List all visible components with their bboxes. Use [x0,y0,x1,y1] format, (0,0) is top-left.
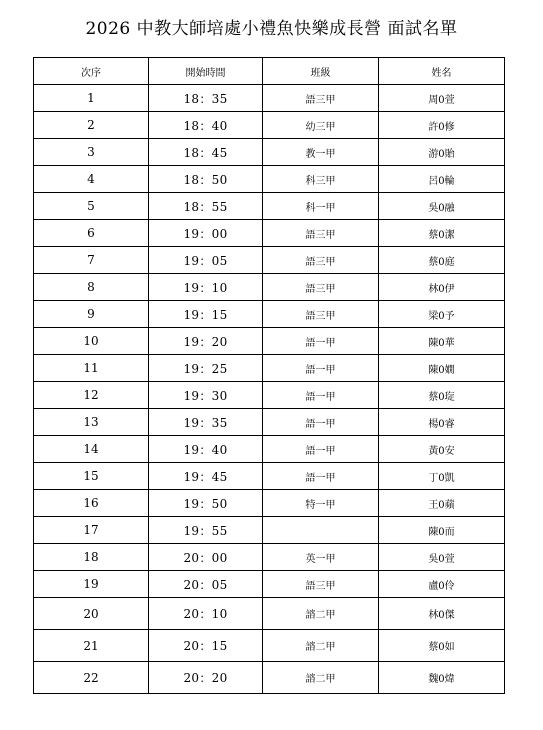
cell-name: 林0伊 [379,274,505,301]
cell-class: 語三甲 [263,85,379,112]
cell-name: 蔡0如 [379,630,505,662]
cell-order: 15 [34,463,149,490]
column-header-start-time: 開始時間 [149,58,263,85]
cell-name: 陳0嫺 [379,355,505,382]
cell-name: 游0貽 [379,139,505,166]
cell-class: 語一甲 [263,463,379,490]
cell-name: 丁0凱 [379,463,505,490]
column-header-class: 班級 [263,58,379,85]
cell-start-time: 18：35 [149,85,263,112]
cell-start-time: 19：35 [149,409,263,436]
cell-class: 英一甲 [263,544,379,571]
cell-order: 12 [34,382,149,409]
cell-name: 魏0煒 [379,662,505,694]
cell-start-time: 19：05 [149,247,263,274]
cell-order: 22 [34,662,149,694]
cell-class: 教一甲 [263,139,379,166]
table-row [34,301,505,328]
cell-name: 陳0而 [379,517,505,544]
interview-roster-table [33,57,505,694]
table-row [34,490,505,517]
cell-order: 1 [34,85,149,112]
cell-start-time: 18：45 [149,139,263,166]
page-title: 2026 中教大師培處小禮魚快樂成長營 面試名單 [85,19,458,39]
cell-start-time: 19：40 [149,436,263,463]
cell-class: 語一甲 [263,436,379,463]
cell-name: 黃0安 [379,436,505,463]
cell-order: 4 [34,166,149,193]
cell-start-time: 18：55 [149,193,263,220]
cell-order: 19 [34,571,149,598]
cell-name: 許0修 [379,112,505,139]
cell-class: 語一甲 [263,382,379,409]
table-row [34,274,505,301]
table-row [34,382,505,409]
cell-start-time: 19：25 [149,355,263,382]
cell-class: 幼三甲 [263,112,379,139]
cell-order: 10 [34,328,149,355]
cell-name: 呂0輪 [379,166,505,193]
cell-class: 諮二甲 [263,662,379,694]
cell-name: 王0蘋 [379,490,505,517]
column-header-name: 姓名 [379,58,505,85]
cell-order: 8 [34,274,149,301]
cell-class: 科一甲 [263,193,379,220]
table-row [34,247,505,274]
cell-class: 語三甲 [263,247,379,274]
cell-name: 陳0華 [379,328,505,355]
cell-name: 周0萱 [379,85,505,112]
cell-name: 蔡0琁 [379,382,505,409]
cell-name: 吳0融 [379,193,505,220]
cell-class: 語三甲 [263,301,379,328]
cell-start-time: 19：15 [149,301,263,328]
cell-start-time: 19：10 [149,274,263,301]
cell-start-time: 20：05 [149,571,263,598]
cell-class [263,517,379,544]
cell-name: 楊0睿 [379,409,505,436]
table-row [34,220,505,247]
cell-class: 語三甲 [263,274,379,301]
cell-order: 17 [34,517,149,544]
cell-order: 14 [34,436,149,463]
table-row [34,409,505,436]
cell-class: 語一甲 [263,328,379,355]
table-row [34,166,505,193]
table-row [34,112,505,139]
cell-order: 3 [34,139,149,166]
cell-start-time: 18：40 [149,112,263,139]
cell-class: 語三甲 [263,220,379,247]
cell-class: 特一甲 [263,490,379,517]
cell-class: 語三甲 [263,571,379,598]
table-row [34,630,505,662]
column-header-order: 次序 [34,58,149,85]
cell-class: 語一甲 [263,355,379,382]
table-row [34,355,505,382]
table-header-row [34,58,505,85]
cell-class: 諮二甲 [263,598,379,630]
table-row [34,598,505,630]
cell-order: 7 [34,247,149,274]
table-row [34,85,505,112]
table-row [34,662,505,694]
cell-class: 科三甲 [263,166,379,193]
table-row [34,571,505,598]
table-row [34,139,505,166]
cell-order: 6 [34,220,149,247]
cell-start-time: 18：50 [149,166,263,193]
cell-start-time: 20：10 [149,598,263,630]
cell-order: 21 [34,630,149,662]
cell-name: 林0傑 [379,598,505,630]
cell-name: 梁0予 [379,301,505,328]
cell-name: 吳0萱 [379,544,505,571]
cell-start-time: 19：45 [149,463,263,490]
cell-order: 16 [34,490,149,517]
cell-start-time: 20：00 [149,544,263,571]
cell-order: 13 [34,409,149,436]
cell-class: 語一甲 [263,409,379,436]
cell-class: 諮二甲 [263,630,379,662]
table-row [34,463,505,490]
table-body [34,85,505,694]
table-row [34,517,505,544]
table-row [34,193,505,220]
cell-order: 11 [34,355,149,382]
cell-start-time: 19：50 [149,490,263,517]
cell-start-time: 19：00 [149,220,263,247]
cell-order: 20 [34,598,149,630]
cell-start-time: 19：20 [149,328,263,355]
cell-name: 蔡0潔 [379,220,505,247]
cell-start-time: 19：30 [149,382,263,409]
cell-order: 2 [34,112,149,139]
table-row [34,328,505,355]
cell-order: 9 [34,301,149,328]
cell-name: 蔡0庭 [379,247,505,274]
cell-order: 5 [34,193,149,220]
table-row [34,544,505,571]
cell-start-time: 20：20 [149,662,263,694]
cell-order: 18 [34,544,149,571]
table-row [34,436,505,463]
cell-start-time: 19：55 [149,517,263,544]
cell-name: 盧0伶 [379,571,505,598]
cell-start-time: 20：15 [149,630,263,662]
